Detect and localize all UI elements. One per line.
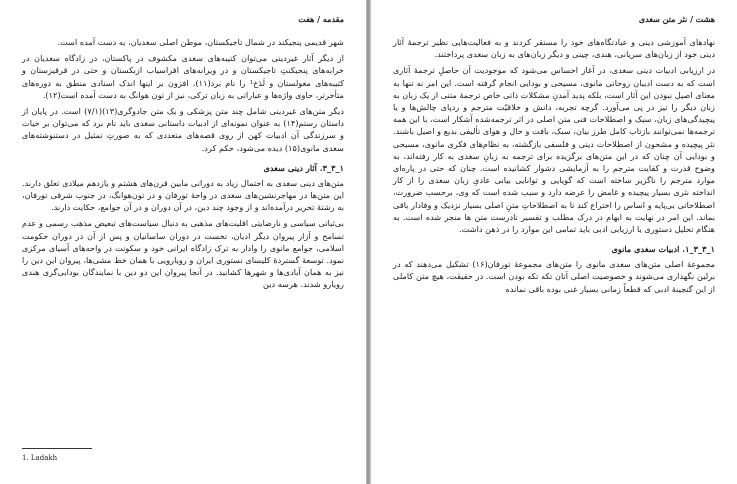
right-paragraph-2: در ارزیابی ادبیات دینی سغدی، در آغاز احساس می‌شود که موجودیت آن حاصلِ ترجمهٔ آثاری است که به دست ادیبان روحانی مانوی، مسیحی و بودایی انجام گرفته است. این امر نه تنها به معنای اصیل نبودن این آثار است، بلکه پدید آمدنِ مشکلات ذاتی خاص ترجمهٔ متنی از یک زبان به زبان دیگر را نیز در پی می‌آورد. گرچه تجربه، دانش و خلاقیّت مترجم و ردپای چالش‌ها و یا پیچیدگی‌های زبان، سبک و اصطلاحات فنی متن اصلی در اثر ترجمه‌شده آشکار است، با این همه ترجمه‌ها نمی‌توانند بازتاب کامل طرز بیان، سبک، بافت و حال و هوای تألیفی بدیع و اصیل باشند. نثر پیچیده و مشحون از اصطلاحات دینی و فلسفی بازگشته، به نظام‌های فکری مانوی، مسیحی و بودایی آن چنان که در این متن‌های برگزیده برای ترجمه به زبانِ سغدی به کار رفته‌اند، به وضوح قدرت و کفایت مترجم را به آزمایشی دشوار کشانیده است. چنان که حتی در پاره‌ای موارد مترجم را ناگزیر ساخته است که گویایی و توانایی بیانی عادیِ زبان سغدی را از کار انداخته نثری بسیار پیچیده و غامض را عرضه دارد و سبب شده است که وی، برحسب ضرورت، اصطلاحاتی بی‌پایه و اساس را اختراع کند تا به اصطلاحاتِ متنِ اصلی بسیار نزدیک و وفادار باقی بماند. این امر در نهایت به ابهام در درک مطلب و تفسیر نادرست متن ها منجر شده است. به هنگام تحلیل دستوری یا ارزیابی ادبی باید تمامی این موارد را در ذهن داشت. [393,65,715,235]
left-paragraph-3: دیگر متن‌های غیردینی شامل چند متن پزشکی و یک متن جادوگری(۱۳)(۷/۱) است. در پایان از داستان رستم(۱۴) به عنوان نمونه‌ای از ادبیات داستانی سغدی باید نام برد که می‌توان بر حیات و سرزندگی آن ادبیات کهن از روی قصه‌های متعددی که به صورتِ تمثیل در دستنوشته‌های سغدی مانوی(۱۵) دیده می‌شود، حکم کرد. [22,106,344,153]
left-paragraph-4: متن‌های دینی سغدی به احتمال زیاد به دورانی مابین قرن‌های هشتم و یازدهم میلادی تعلق دارند. این متن‌ها در مهاجرنشین‌های سغدی در واحهٔ تورفان و در تون‌هوانگ، در جنوب شرقی تورفان، به رشتهٔ تحریر درآمده‌اند و از وجود چند دین، در آن دوران و در آن جوامع، حکایت دارند. [22,177,344,213]
right-section-heading: ۱_۳_۳_۱. ادبیات سغدی مانوی [611,244,715,255]
right-paragraph-1: نهادهای آموزشی دینی و عبادتگاه‌های خود را مستقر کردند و به فعالیت‌هایی نظیر ترجمهٔ آثار دینی خود از زبان‌های سریانی، هندی، چینی و دیگر زبان‌های به زبان سغدی پرداختند. [393,37,715,60]
footnote-rule [22,448,92,449]
right-page [371,0,737,484]
left-header-title [298,14,344,24]
left-paragraph-2: از دیگر آثار غیردینی می‌توان کتیبه‌های سغدی مکشوف در پاکستان، در زادگاه سغدیان در خرابه‌های پنجیکنتِ تاجیکستان و در ویرانه‌های افراسیاب ازبکستان و حتی در قرقیزستان و کتیبه‌های مغولستان و لَدَخ¹ را نام برد(۱۱). افزون بر اینها اندک اسنادی منطق به دوره‌های متأخرتر، حاوی واژه‌ها و عباراتی به زبان ترکی، نیز از تون هوانگ به دست آمده است(۱۲). [22,53,344,100]
right-header-title [639,14,715,24]
left-paragraph-1: شهر قدیمی پنجیکند در شمال تاجیکستان، موطن اصلی سغدیان، به دست آمده است. [57,37,344,47]
left-section-heading: ۱_۳_۳. آثار دینی سغدی [263,162,344,173]
left-header-separator: / [317,14,321,24]
left-page [0,0,366,484]
right-header-page-number: هشت [695,14,715,24]
left-header-title-text: مقدمه [322,14,344,24]
right-paragraph-3: مجموعهٔ اصلی متن‌های سغدی مانوی را متن‌های مجموعهٔ تورفان(۱۶) تشکیل می‌دهند که در برلین نگهداری می‌شوند و خصوصیت اصلی آنان تکه تکه بودن است. در حقیقت، هیچ متن کاملی از این گنجینهٔ ادبی که قطعاً زمانی بسیار غنی بوده باقی نمانده [393,259,716,294]
footnote: 1. Ladakh [22,454,58,462]
left-paragraph-5: بی‌ثباتی سیاسی و نارضایتی اقلیت‌های مذهبی به دنبال سیاست‌های تبعیض مذهب رسمی و عدم تسامح و آزار پیروان دیگر ادیان، نخست در دوران ساسانیان و پس از آن در دوران حکومت اسلامی، جوامع مانوی را وادار به ترک زادگاه ایرانی خود و سکونت در واحه‌های آسیای مرکزی نمود. توسعهٔ گستردهٔ کلیسای نستوری ایران و رویارویی با همان خط مشی‌ها، پیروان این دین را نیز به همان آبادی‌ها و شهرها کشانید. در آنجا پیروان این دو دین با نمایندگان بودایی‌گری هندی رویارو شدند. هرسه دین [22,218,344,290]
right-page-body [393,36,715,299]
right-header-title-text: نثر متن سغدی [638,14,688,24]
left-page-body [22,36,344,295]
right-header-separator: / [690,14,693,24]
left-header-page-number: هفت [298,14,315,24]
